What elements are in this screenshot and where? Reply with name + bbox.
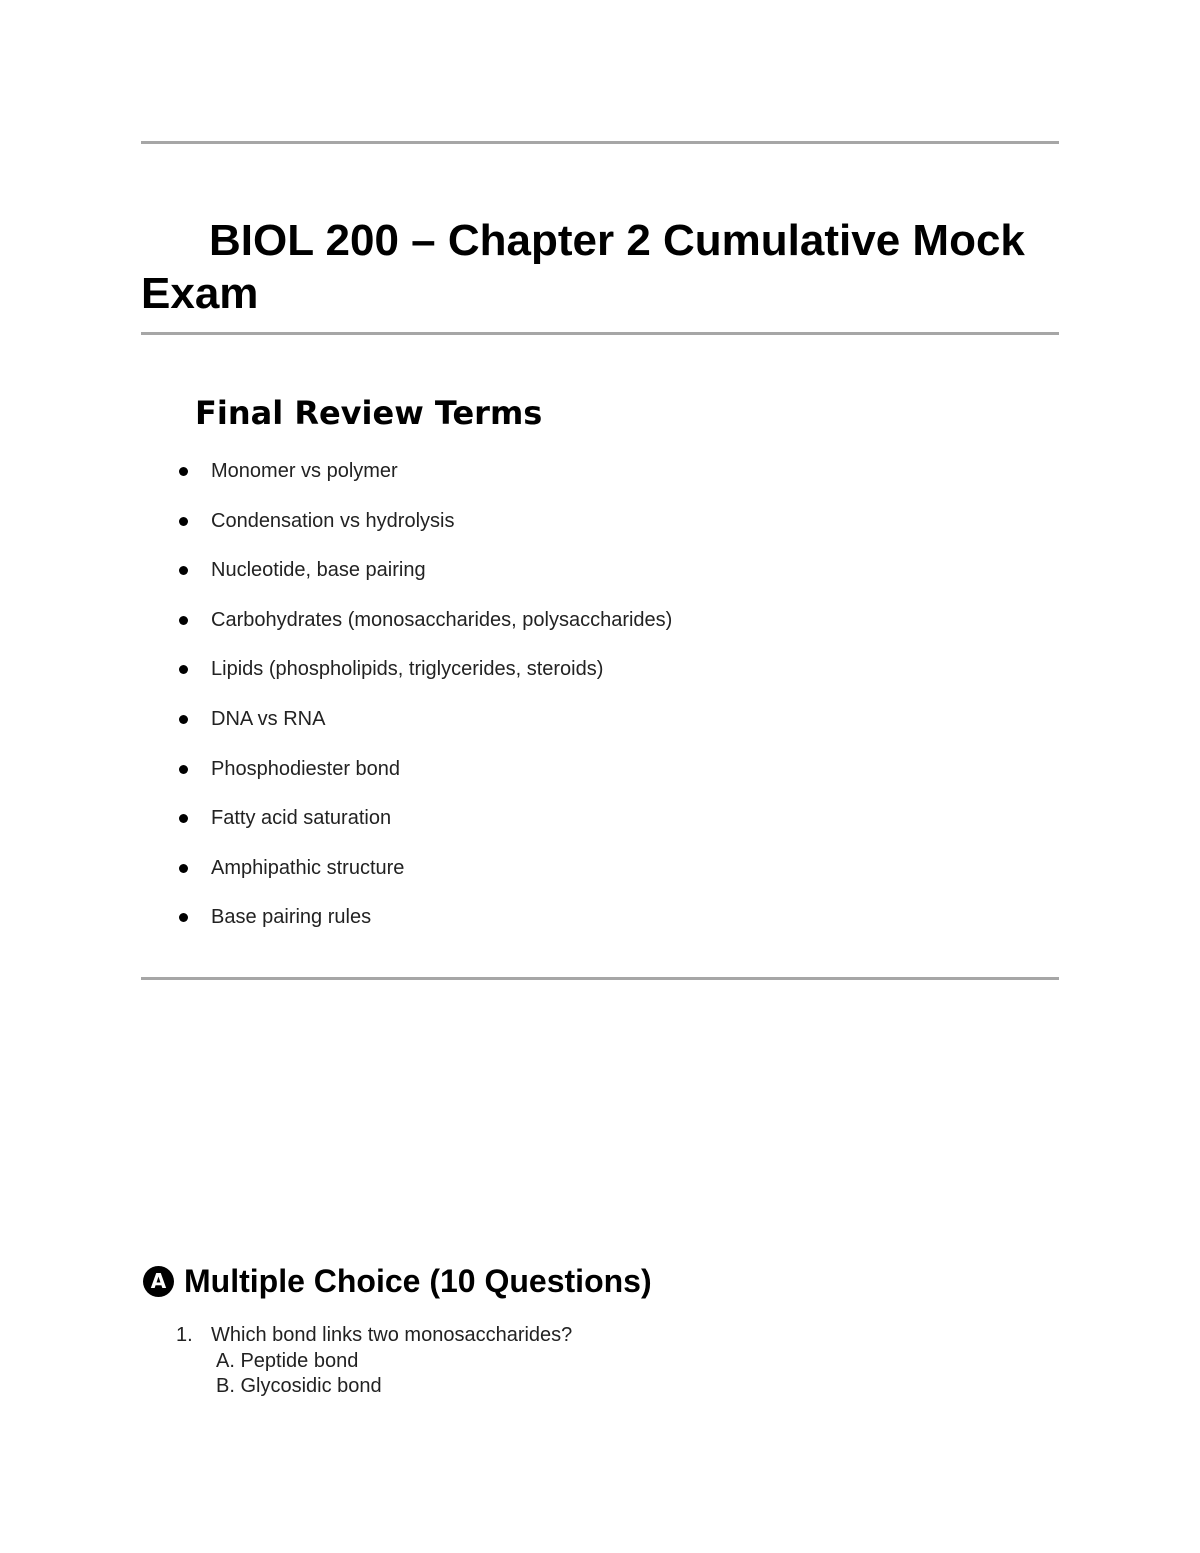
bullet-icon	[179, 913, 188, 922]
bullet-icon	[179, 814, 188, 823]
term-text: Phosphodiester bond	[211, 757, 401, 780]
document-title: BIOL 200 – Chapter 2 Cumulative Mock Exam	[141, 216, 1025, 318]
bullet-icon	[179, 467, 188, 476]
term-text: Fatty acid saturation	[211, 807, 392, 830]
answer-option: B. Glycosidic bond	[216, 1375, 382, 1397]
question-text: Which bond links two monosaccharides?	[211, 1324, 573, 1346]
bullet-icon	[179, 517, 188, 526]
bullet-icon	[179, 665, 188, 674]
multiple-choice-heading	[143, 1261, 652, 1301]
answer-option: A. Peptide bond	[216, 1349, 359, 1372]
term-text: Condensation vs hydrolysis	[211, 509, 455, 532]
term-text: Monomer vs polymer	[211, 460, 398, 482]
term-text: Amphipathic structure	[211, 856, 405, 879]
horizontal-rule-top	[141, 141, 1059, 144]
circled-letter-a-icon: A	[143, 1266, 174, 1297]
question-stem	[176, 1323, 572, 1349]
bullet-icon	[179, 765, 188, 774]
term-text: Carbohydrates (monosaccharides, polysaccharides)	[211, 608, 673, 631]
term-text: Lipids (phospholipids, triglycerides, steroids)	[211, 658, 604, 681]
term-text: Base pairing rules	[211, 906, 372, 929]
final-review-heading: Final Review Terms	[195, 394, 543, 432]
multiple-choice-heading-text: Multiple Choice (10 Questions)	[184, 1263, 652, 1299]
bullet-icon	[179, 566, 188, 575]
bullet-icon	[179, 864, 188, 873]
term-text: DNA vs RNA	[211, 707, 326, 730]
horizontal-rule-below-title	[141, 332, 1059, 335]
question-number: 1.	[176, 1324, 193, 1346]
bullet-icon	[179, 616, 188, 625]
question-1	[176, 1323, 572, 1400]
term-text: Nucleotide, base pairing	[211, 559, 426, 582]
horizontal-rule-after-terms	[141, 977, 1059, 980]
bullet-icon	[179, 715, 188, 724]
